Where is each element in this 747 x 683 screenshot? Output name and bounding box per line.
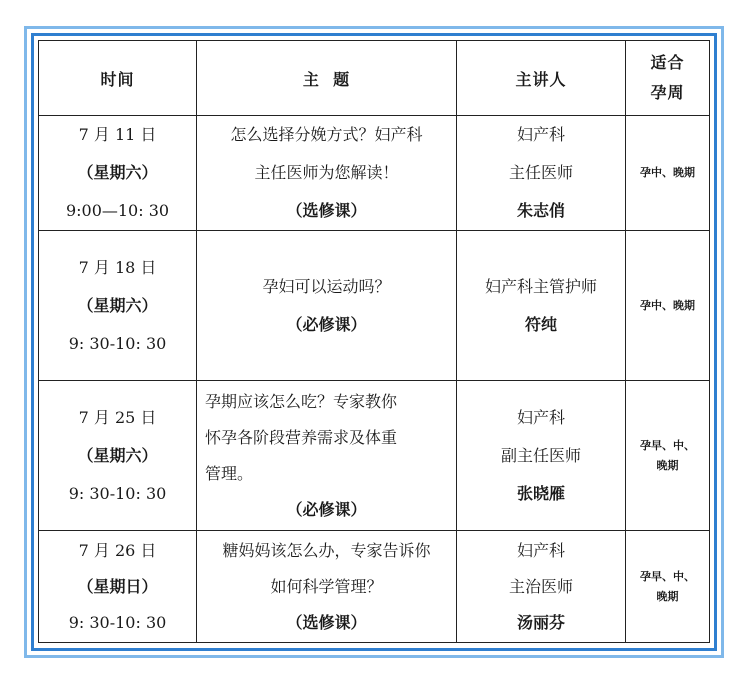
course-type-text: （选修课） [286, 201, 367, 220]
suitable-text: 孕中、晚期 [640, 166, 695, 179]
header-time-label: 时间 [100, 69, 135, 89]
speaker-name-text: 汤丽芬 [516, 612, 565, 632]
speaker-cell [457, 116, 626, 231]
header-suitable-line2: 孕周 [650, 83, 685, 102]
time-cell [39, 116, 197, 231]
header-speaker-label: 主讲人 [515, 69, 567, 89]
time-text: 9: 30-10: 30 [68, 612, 167, 632]
speaker-title-text: 主治医师 [508, 576, 573, 596]
topic-line: 主任医师为您解读！ [254, 163, 399, 182]
time-text: 9:00—10: 30 [65, 201, 170, 220]
speaker-title-text: 副主任医师 [500, 445, 581, 465]
time-cell [39, 381, 197, 531]
course-type-text: （选修课） [286, 612, 367, 632]
time-cell [39, 531, 197, 643]
speaker-name-text: 符纯 [524, 314, 557, 334]
suitable-cell [626, 231, 710, 381]
date-text: 7 月 18 日 [78, 257, 157, 277]
topic-cell [197, 116, 457, 231]
header-suitable-line1: 适合 [650, 53, 685, 72]
speaker-title-text: 妇产科主管护师 [484, 276, 597, 296]
topic-cell [197, 231, 457, 381]
header-topic [197, 41, 457, 116]
suitable-cell [626, 381, 710, 531]
schedule-table [38, 40, 710, 643]
time-text: 9: 30-10: 30 [68, 483, 167, 503]
course-type-text: （必修课） [286, 499, 367, 519]
table-row [39, 531, 710, 643]
time-cell [39, 231, 197, 381]
course-type-text: （必修课） [286, 314, 367, 334]
speaker-name-text: 张晓雁 [516, 483, 565, 503]
speaker-cell [457, 531, 626, 643]
date-text: 7 月 26 日 [78, 540, 157, 560]
suitable-text: 晚期 [656, 589, 679, 603]
header-row [39, 41, 710, 116]
topic-cell [197, 531, 457, 643]
topic-cell [197, 381, 457, 531]
suitable-text: 孕早、中、 [640, 569, 695, 583]
topic-line: 孕期应该怎么吃？专家教你 [205, 391, 398, 411]
header-suitable [626, 41, 710, 116]
suitable-text: 晚期 [656, 458, 679, 472]
table-row [39, 116, 710, 231]
suitable-text: 孕早、中、 [640, 438, 695, 452]
suitable-cell [626, 116, 710, 231]
speaker-name-text: 朱志俏 [516, 201, 565, 220]
topic-line: 孕妇可以运动吗？ [262, 276, 391, 296]
weekday-text: （星期六） [77, 445, 158, 465]
suitable-text: 孕中、晚期 [640, 298, 695, 312]
topic-line: 如何科学管理？ [270, 576, 383, 596]
speaker-dept-text: 妇产科 [516, 540, 565, 560]
date-text: 7 月 25 日 [78, 407, 157, 427]
table-row [39, 381, 710, 531]
weekday-text: （星期六） [77, 163, 158, 182]
header-speaker [457, 41, 626, 116]
weekday-text: （星期日） [77, 576, 158, 596]
speaker-dept-text: 妇产科 [516, 125, 565, 144]
topic-line: 怀孕各阶段营养需求及体重 [205, 427, 398, 447]
topic-line: 怎么选择分娩方式？妇产科 [230, 125, 423, 144]
table-row [39, 231, 710, 381]
speaker-cell [457, 231, 626, 381]
weekday-text: （星期六） [77, 295, 158, 315]
date-text: 7 月 11 日 [78, 125, 157, 144]
header-time [39, 41, 197, 116]
speaker-cell [457, 381, 626, 531]
topic-line: 糖妈妈该怎么办，专家告诉你 [222, 540, 431, 560]
time-text: 9: 30-10: 30 [68, 333, 167, 353]
header-topic-label: 主 题 [302, 69, 351, 89]
speaker-dept-text: 妇产科 [516, 407, 565, 427]
suitable-cell [626, 531, 710, 643]
topic-line: 管理。 [205, 463, 254, 483]
speaker-title-text: 主任医师 [508, 163, 573, 182]
